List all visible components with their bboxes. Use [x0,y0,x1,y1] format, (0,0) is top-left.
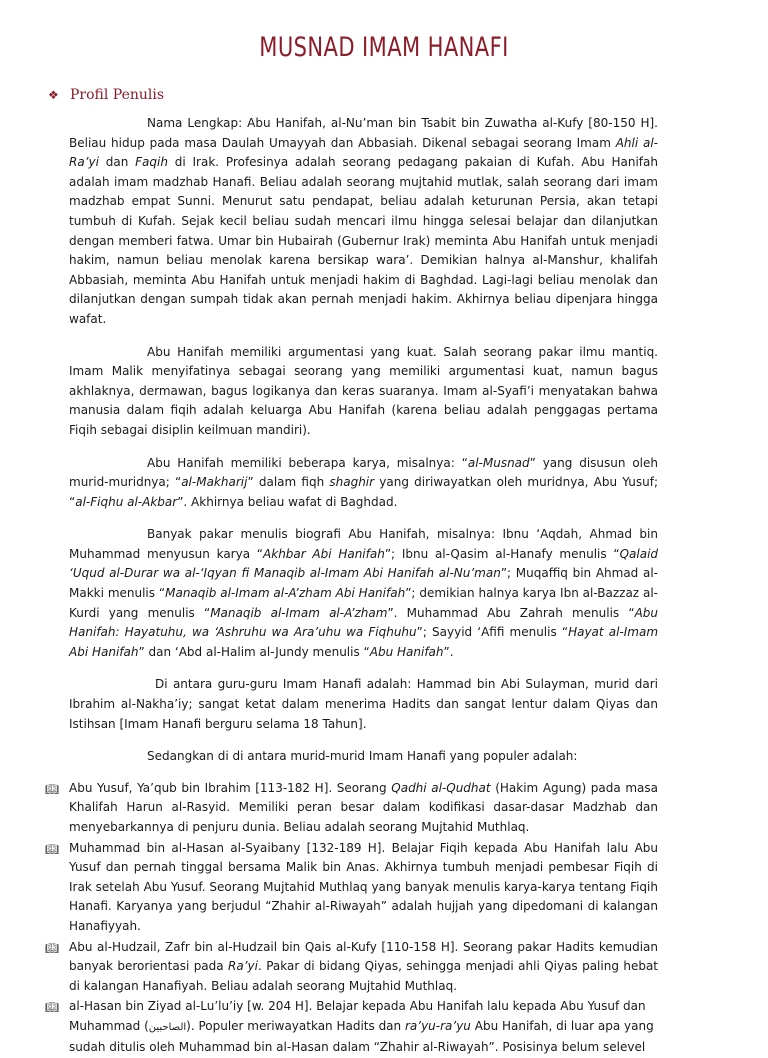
text-run: Banyak pakar menulis biografi Abu Hanifah, misalnya: Ibnu ‘Aqdah, Ahmad bin Muhammad menyusun karya “ [69,527,658,561]
italic-text: Ahli al-Ra’yi [69,135,658,170]
document-title: MUSNAD IMAM HANAFI [259,32,509,63]
italic-text: Qalaid ‘Uqud al-Durar wa al-‘Iqyan fi Manaqib al-Imam Abi Hanifah al-Nu’man [69,546,659,581]
list-item-text [69,940,658,993]
italic-text: Abu Hanifah [369,644,444,659]
section-heading-label: Profil Penulis [70,87,165,103]
italic-text: Abu Hanifah: Hayatuhu, wa ‘Ashruhu wa Ara’uhu wa Fiqhuhu [69,605,659,640]
text-run: Abu Hanifah memiliki argumentasi yang kuat. Salah seorang pakar ilmu mantiq. Imam Malik menyifatinya sebagai seorang yang memiliki argumentasi kuat, namun bagus akhlaknya, dermawan, bagus logikanya dan keras suaranya. Imam al-Syafi’i menyatakan bahwa manusia dalam fiqih adalah keluarga Abu Hanifah (karena beliau adalah penggagas pertama Fiqih sebagai disiplin keilmuan mandiri). [69,344,658,437]
text-run: yang diriwayatkan oleh muridnya, Abu Yusuf; “ [69,475,658,509]
text-run: dan [98,155,136,170]
italic-text: Akhbar Abi Hanifah [263,546,385,561]
book-bullet-icon: 📖︎ [45,842,59,856]
text-run: . Pakar di bidang Qiyas, sehingga menjadi ahli Qiyas paling hebat di kalangan Hanafiyah. Beliau adalah seorang Mujtahid Muthlaq. [69,959,659,993]
italic-text: Qadhi al-Qudhat [391,780,491,795]
text-run: Muhammad bin al-Hasan al-Syaibany [132-189 H]. Belajar Fiqih kepada Abu Hanifah lalu Abu Yusuf dan pernah tinggal bersama Malik bin Anas. Akhirnya tumbuh menjadi pembesar Fiqih di Irak setelah Abu Yusuf. Seorang Mujtahid Muthlaq yang banyak menulis karya-karya tentang Fiqih Hanafi. Karyanya yang berjudul “Zhahir al-Riwayah” adalah hujjah yang dipedomani di kalangan Hanafiyyah. [69,840,658,933]
italic-text: Ra’yi [228,959,258,974]
italic-text: ra’yu-ra’yu [404,1018,471,1033]
list-item [45,779,658,838]
text-run: Abu al-Hudzail, Zafr bin al-Hudzail bin Qais al-Kufy [110-158 H]. Seorang pakar Hadits kemudian banyak berorientasi pada [69,939,658,974]
text-run: ). Populer meriwayatkan Hadits dan [186,1018,405,1033]
text-run: ”; Sayyid ‘Afifi menulis “ [416,625,569,640]
text-run: ” dan ‘Abd al-Halim al-Jundy menulis “ [138,644,370,659]
text-run: Abu Hanifah, di luar apa yang sudah ditulis oleh Muhammad bin al-Hasan dalam “Zhahir al-Riwayah”. Posisinya belum selevel [69,1018,654,1054]
text-run: di Irak. Profesinya adalah seorang pedagang pakaian di Kufah. Abu Hanifah adalah imam madzhab Hanafi. Beliau adalah seorang mujtahid mutlak, salah seorang dari imam madzhab empat Sunni. Menurut satu pendapat, beliau adalah keturunan Persia, akan tetapi tumbuh di Kufah. Sejak kecil beliau sudah mencari ilmu hingga selesai belajar dan dilanjutkan dengan memberi fatwa. Umar bin Hubairah (Gubernur Irak) meminta Abu Hanifah untuk menjadi hakim, namun beliau menolak karena bersikap wara’. Demikian halnya al-Manshur, khalifah Abbasiah, meminta Abu Hanifah untuk menjadi hakim di Baghdad. Lagi-lagi beliau menolak dan dilanjutkan dengan sumpah tidak akan pernah menjadi hakim. Akhirnya beliau dipenjara hingga wafat. [69,155,658,326]
list-item-text [69,999,654,1053]
text-run: ”; Ibnu al-Qasim al-Hanafy menulis “ [384,546,620,561]
text-run: ”. Akhirnya beliau wafat di Baghdad. [177,494,398,509]
text-run: Di antara guru-guru Imam Hanafi adalah: Hammad bin Abi Sulayman, murid dari Ibrahim al-Nakha’iy; sangat ketat dalam menerima Hadits dan sangat lentur dalam Qiyas dan Istihsan [Imam Hanafi berguru selama 18 Tahun]. [69,677,658,731]
list-item-text [69,841,658,933]
book-bullet-icon: 📖︎ [45,782,59,796]
text-run: ”. [443,644,454,659]
text-run: ”; Muqaffiq bin Ahmad al-Makki menulis “ [69,566,658,601]
italic-text: shaghir [329,475,375,490]
text-run: Abu Yusuf, Ya’qub bin Ibrahim [113-182 H]. Seorang [69,780,392,795]
text-run: ”. Muhammad Abu Zahrah menulis “ [387,605,635,620]
italic-text: Manaqib al-Imam al-A’zham [210,605,388,620]
list-item [45,839,658,937]
document-body [45,114,659,1058]
paragraph [69,114,658,330]
italic-text: al-Musnad [467,455,530,470]
paragraph [69,675,658,734]
text-run: Sedangkan di di antara murid-murid Imam Hanafi yang populer adalah: [147,749,578,764]
italic-text: al-Makharij [181,475,248,490]
list-item [45,997,658,1057]
paragraph [69,747,658,767]
text-run: Nama Lengkap: Abu Hanifah, al-Nu’man bin Tsabit bin Zuwatha al-Kufy [80-150 H]. Beliau hidup pada masa Daulah Umayyah dan Abbasiah. Dikenal sebagai seorang Imam [69,116,658,150]
arabic-text: الصاحبين [148,1021,187,1033]
text-run: al-Hasan bin Ziyad al-Lu’lu’iy [w. 204 H]. Belajar kepada Abu Hanifah lalu kepada Abu Yusuf dan Muhammad ( [69,999,646,1033]
book-bullet-icon: 📖︎ [45,1001,59,1015]
italic-text: Faqih [135,155,168,170]
section-heading [48,86,164,104]
text-run: (Hakim Agung) pada masa Khalifah Harun al-Rasyid. Memiliki peran besar dalam kodifikasi dasar-dasar Madzhab dan menyebarkannya di penjuru dunia. Beliau adalah seorang Mujtahid Muthlaq. [69,780,658,834]
text-run: ”; demikian halnya karya Ibn al-Bazzaz al-Kurdi yang menulis “ [69,586,658,620]
list-item [45,938,659,997]
diamond-bullet-icon: ❖ [48,88,59,102]
paragraph [69,343,658,441]
paragraph [69,454,658,513]
list-item-text [69,781,658,834]
book-bullet-icon: 📖︎ [45,941,59,955]
text-run: ” yang disusun oleh murid-muridnya; “ [69,455,658,490]
paragraph [69,525,658,662]
text-run: Abu Hanifah memiliki beberapa karya, misalnya: “ [147,455,468,470]
text-run: ” dalam fiqh [247,475,330,490]
students-list [45,779,659,1057]
italic-text: Hayat al-Imam Abi Hanifah [69,625,659,659]
italic-text: Manaqib al-Imam al-A’zham Abi Hanifah [165,586,406,601]
italic-text: al-Fiqhu al-Akbar [75,494,178,509]
